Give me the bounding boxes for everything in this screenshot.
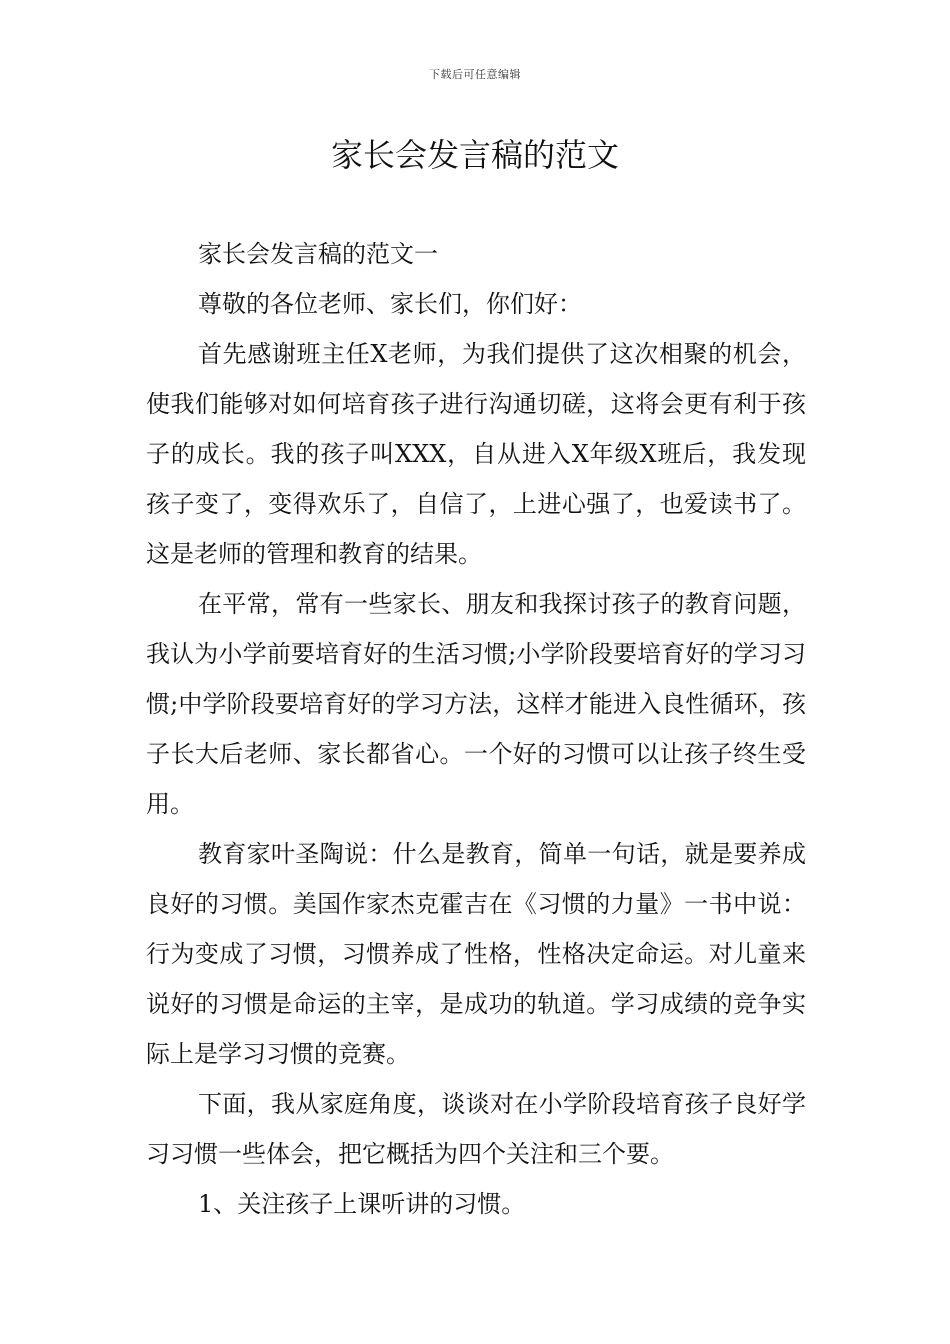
header-note: 下载后可任意编辑 bbox=[429, 68, 521, 81]
paragraph: 首先感谢班主任X老师，为我们提供了这次相聚的机会，使我们能够对如何培育孩子进行沟通切磋，这将会更有利于孩子的成长。我的孩子叫XXX，自从进入X年级X班后，我发现孩子变了，变得欢乐了，自信了，上进心强了，也爱读书了。这是老师的管理和教育的结果。 bbox=[146, 340, 806, 568]
paragraph: 下面，我从家庭角度，谈谈对在小学阶段培育孩子良好学习习惯一些体会，把它概括为四个关注和三个要。 bbox=[146, 1090, 806, 1168]
paragraph: 教育家叶圣陶说：什么是教育，简单一句话，就是要养成良好的习惯。美国作家杰克霍吉在《习惯的力量》一书中说：行为变成了习惯，习惯养成了性格，性格决定命运。对儿童来说好的习惯是命运的主宰，是成功的轨道。学习成绩的竞争实际上是学习习惯的竞赛。 bbox=[146, 840, 806, 1068]
paragraph-greeting: 尊敬的各位老师、家长们，你们好： bbox=[198, 290, 582, 318]
document-title: 家长会发言稿的范文 bbox=[330, 136, 619, 174]
paragraph: 在平常，常有一些家长、朋友和我探讨孩子的教育问题，我认为小学前要培育好的生活习惯;小学阶段要培育好的学习习惯;中学阶段要培育好的学习方法，这样才能进入良性循环，孩子长大后老师、家长都省心。一个好的习惯可以让孩子终生受用。 bbox=[146, 590, 806, 818]
paragraph-list-item: 1、关注孩子上课听讲的习惯。 bbox=[198, 1190, 526, 1218]
paragraph-subtitle: 家长会发言稿的范文一 bbox=[198, 240, 438, 268]
document-body bbox=[146, 229, 806, 1229]
